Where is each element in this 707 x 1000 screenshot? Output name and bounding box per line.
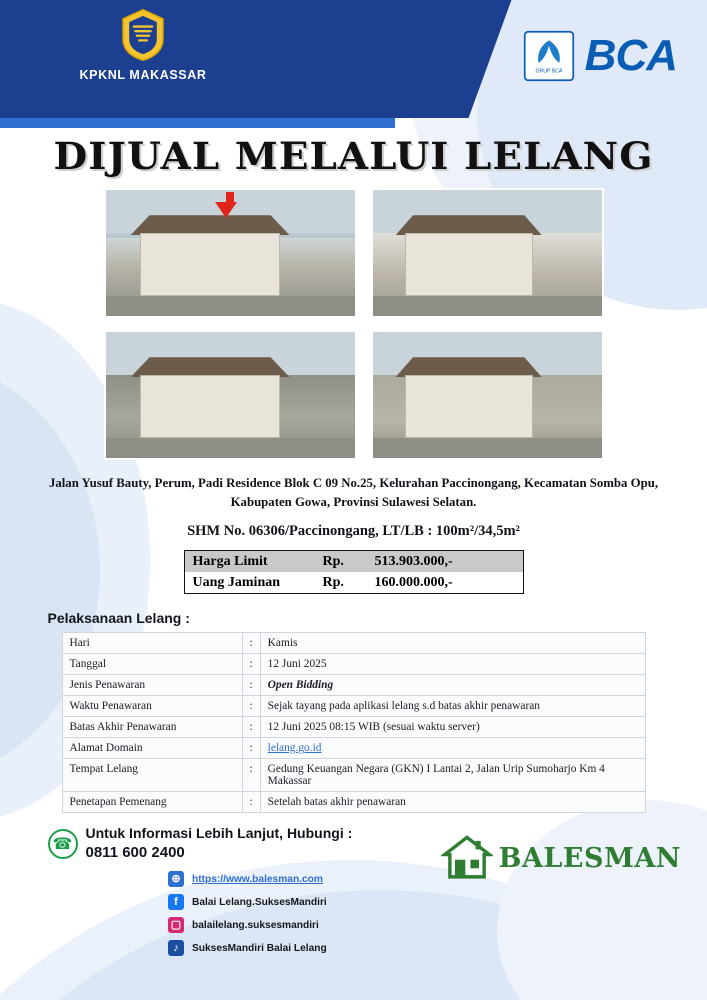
social-label[interactable]: balailelang.suksesmandiri bbox=[192, 919, 319, 931]
list-item[interactable] bbox=[168, 940, 707, 956]
auction-row-key: Alamat Domain bbox=[62, 738, 242, 759]
price-limit-row bbox=[185, 551, 523, 572]
instagram-icon: ▢ bbox=[168, 917, 184, 933]
kpknl-branding bbox=[18, 8, 268, 82]
table-row bbox=[62, 738, 645, 759]
deposit-value: 160.000.000,- bbox=[374, 574, 453, 590]
tiktok-icon: ♪ bbox=[168, 940, 184, 956]
auction-row-value[interactable]: lelang.go.id bbox=[260, 738, 645, 759]
social-label[interactable]: SuksesMandiri Balai Lelang bbox=[192, 942, 327, 954]
table-row bbox=[62, 759, 645, 792]
property-photo-1 bbox=[104, 188, 357, 318]
auction-details-table bbox=[62, 632, 646, 813]
property-address: Jalan Yusuf Bauty, Perum, Padi Residence Blok C 09 No.25, Kelurahan Paccinongang, Kecamatan Somba Opu, Kabupaten Gowa, Provinsi Sulawesi Selatan. bbox=[48, 476, 659, 509]
auction-row-key: Jenis Penawaran bbox=[62, 675, 242, 696]
globe-icon: ⊕ bbox=[168, 871, 184, 887]
auction-row-key: Tempat Lelang bbox=[62, 759, 242, 792]
svg-text:GRUP BCA: GRUP BCA bbox=[535, 68, 563, 75]
auction-row-value: Sejak tayang pada aplikasi lelang s.d batas akhir penawaran bbox=[260, 696, 645, 717]
price-limit-value: 513.903.000,- bbox=[374, 553, 453, 569]
auction-row-colon: : bbox=[242, 633, 260, 654]
red-arrow-icon bbox=[226, 192, 234, 202]
table-row bbox=[62, 792, 645, 813]
auction-row-colon: : bbox=[242, 738, 260, 759]
facebook-icon: f bbox=[168, 894, 184, 910]
auction-row-value: Kamis bbox=[260, 633, 645, 654]
contact-heading: Untuk Informasi Lebih Lanjut, Hubungi : bbox=[85, 825, 353, 842]
property-photo-grid bbox=[104, 188, 604, 460]
table-row bbox=[62, 633, 645, 654]
bca-branding bbox=[523, 30, 677, 82]
kpknl-label: KPKNL MAKASSAR bbox=[79, 68, 207, 82]
auction-row-value: Gedung Keuangan Negara (GKN) I Lantai 2, Jalan Urip Sumoharjo Km 4 Makassar bbox=[260, 759, 645, 792]
social-label[interactable]: Balai Lelang.SuksesMandiri bbox=[192, 896, 327, 908]
auction-row-key: Waktu Penawaran bbox=[62, 696, 242, 717]
auction-row-colon: : bbox=[242, 792, 260, 813]
social-label[interactable]: https://www.balesman.com bbox=[192, 873, 323, 885]
price-box bbox=[184, 550, 524, 594]
auction-row-value: 12 Juni 2025 08:15 WIB (sesuai waktu server) bbox=[260, 717, 645, 738]
auction-row-value: 12 Juni 2025 bbox=[260, 654, 645, 675]
contact-phone[interactable]: 0811 600 2400 bbox=[85, 844, 185, 862]
property-photo-2 bbox=[371, 188, 604, 318]
property-photo-4 bbox=[371, 330, 604, 460]
auction-row-colon: : bbox=[242, 654, 260, 675]
deposit-row bbox=[185, 572, 523, 593]
auction-row-value: Setelah batas akhir penawaran bbox=[260, 792, 645, 813]
auction-row-key: Hari bbox=[62, 633, 242, 654]
table-row bbox=[62, 717, 645, 738]
table-row bbox=[62, 696, 645, 717]
bca-logo-icon bbox=[523, 30, 575, 82]
list-item[interactable] bbox=[168, 894, 707, 910]
auction-row-key: Penetapan Pemenang bbox=[62, 792, 242, 813]
table-row bbox=[62, 675, 645, 696]
deposit-label: Uang Jaminan bbox=[192, 574, 281, 590]
deposit-currency: Rp. bbox=[322, 574, 344, 590]
red-arrow-head-icon bbox=[215, 202, 237, 218]
price-limit-label: Harga Limit bbox=[192, 553, 268, 569]
price-limit-currency: Rp. bbox=[322, 553, 344, 569]
certificate-info: SHM No. 06306/Paccinongang, LT/LB : 100m²/34,5m² bbox=[187, 523, 520, 540]
bca-wordmark: BCA bbox=[584, 31, 677, 80]
balesman-brand bbox=[441, 834, 681, 882]
auction-row-key: Tanggal bbox=[62, 654, 242, 675]
table-row bbox=[62, 654, 645, 675]
property-photo-3 bbox=[104, 330, 357, 460]
auction-row-colon: : bbox=[242, 696, 260, 717]
balesman-house-icon bbox=[441, 834, 493, 882]
social-links bbox=[168, 871, 707, 956]
balesman-wordmark: BALESMAN bbox=[498, 842, 681, 874]
auction-row-value: Open Bidding bbox=[260, 675, 645, 696]
page-title: DIJUAL MELALUI LELANG bbox=[53, 134, 654, 178]
auction-row-colon: : bbox=[242, 675, 260, 696]
list-item[interactable] bbox=[168, 917, 707, 933]
auction-row-colon: : bbox=[242, 759, 260, 792]
auction-section-title: Pelaksanaan Lelang : bbox=[47, 610, 190, 627]
ministry-of-finance-emblem-icon bbox=[120, 8, 166, 62]
phone-icon: ☎ bbox=[48, 829, 78, 859]
auction-row-colon: : bbox=[242, 717, 260, 738]
auction-row-key: Batas Akhir Penawaran bbox=[62, 717, 242, 738]
page-header bbox=[0, 0, 707, 128]
